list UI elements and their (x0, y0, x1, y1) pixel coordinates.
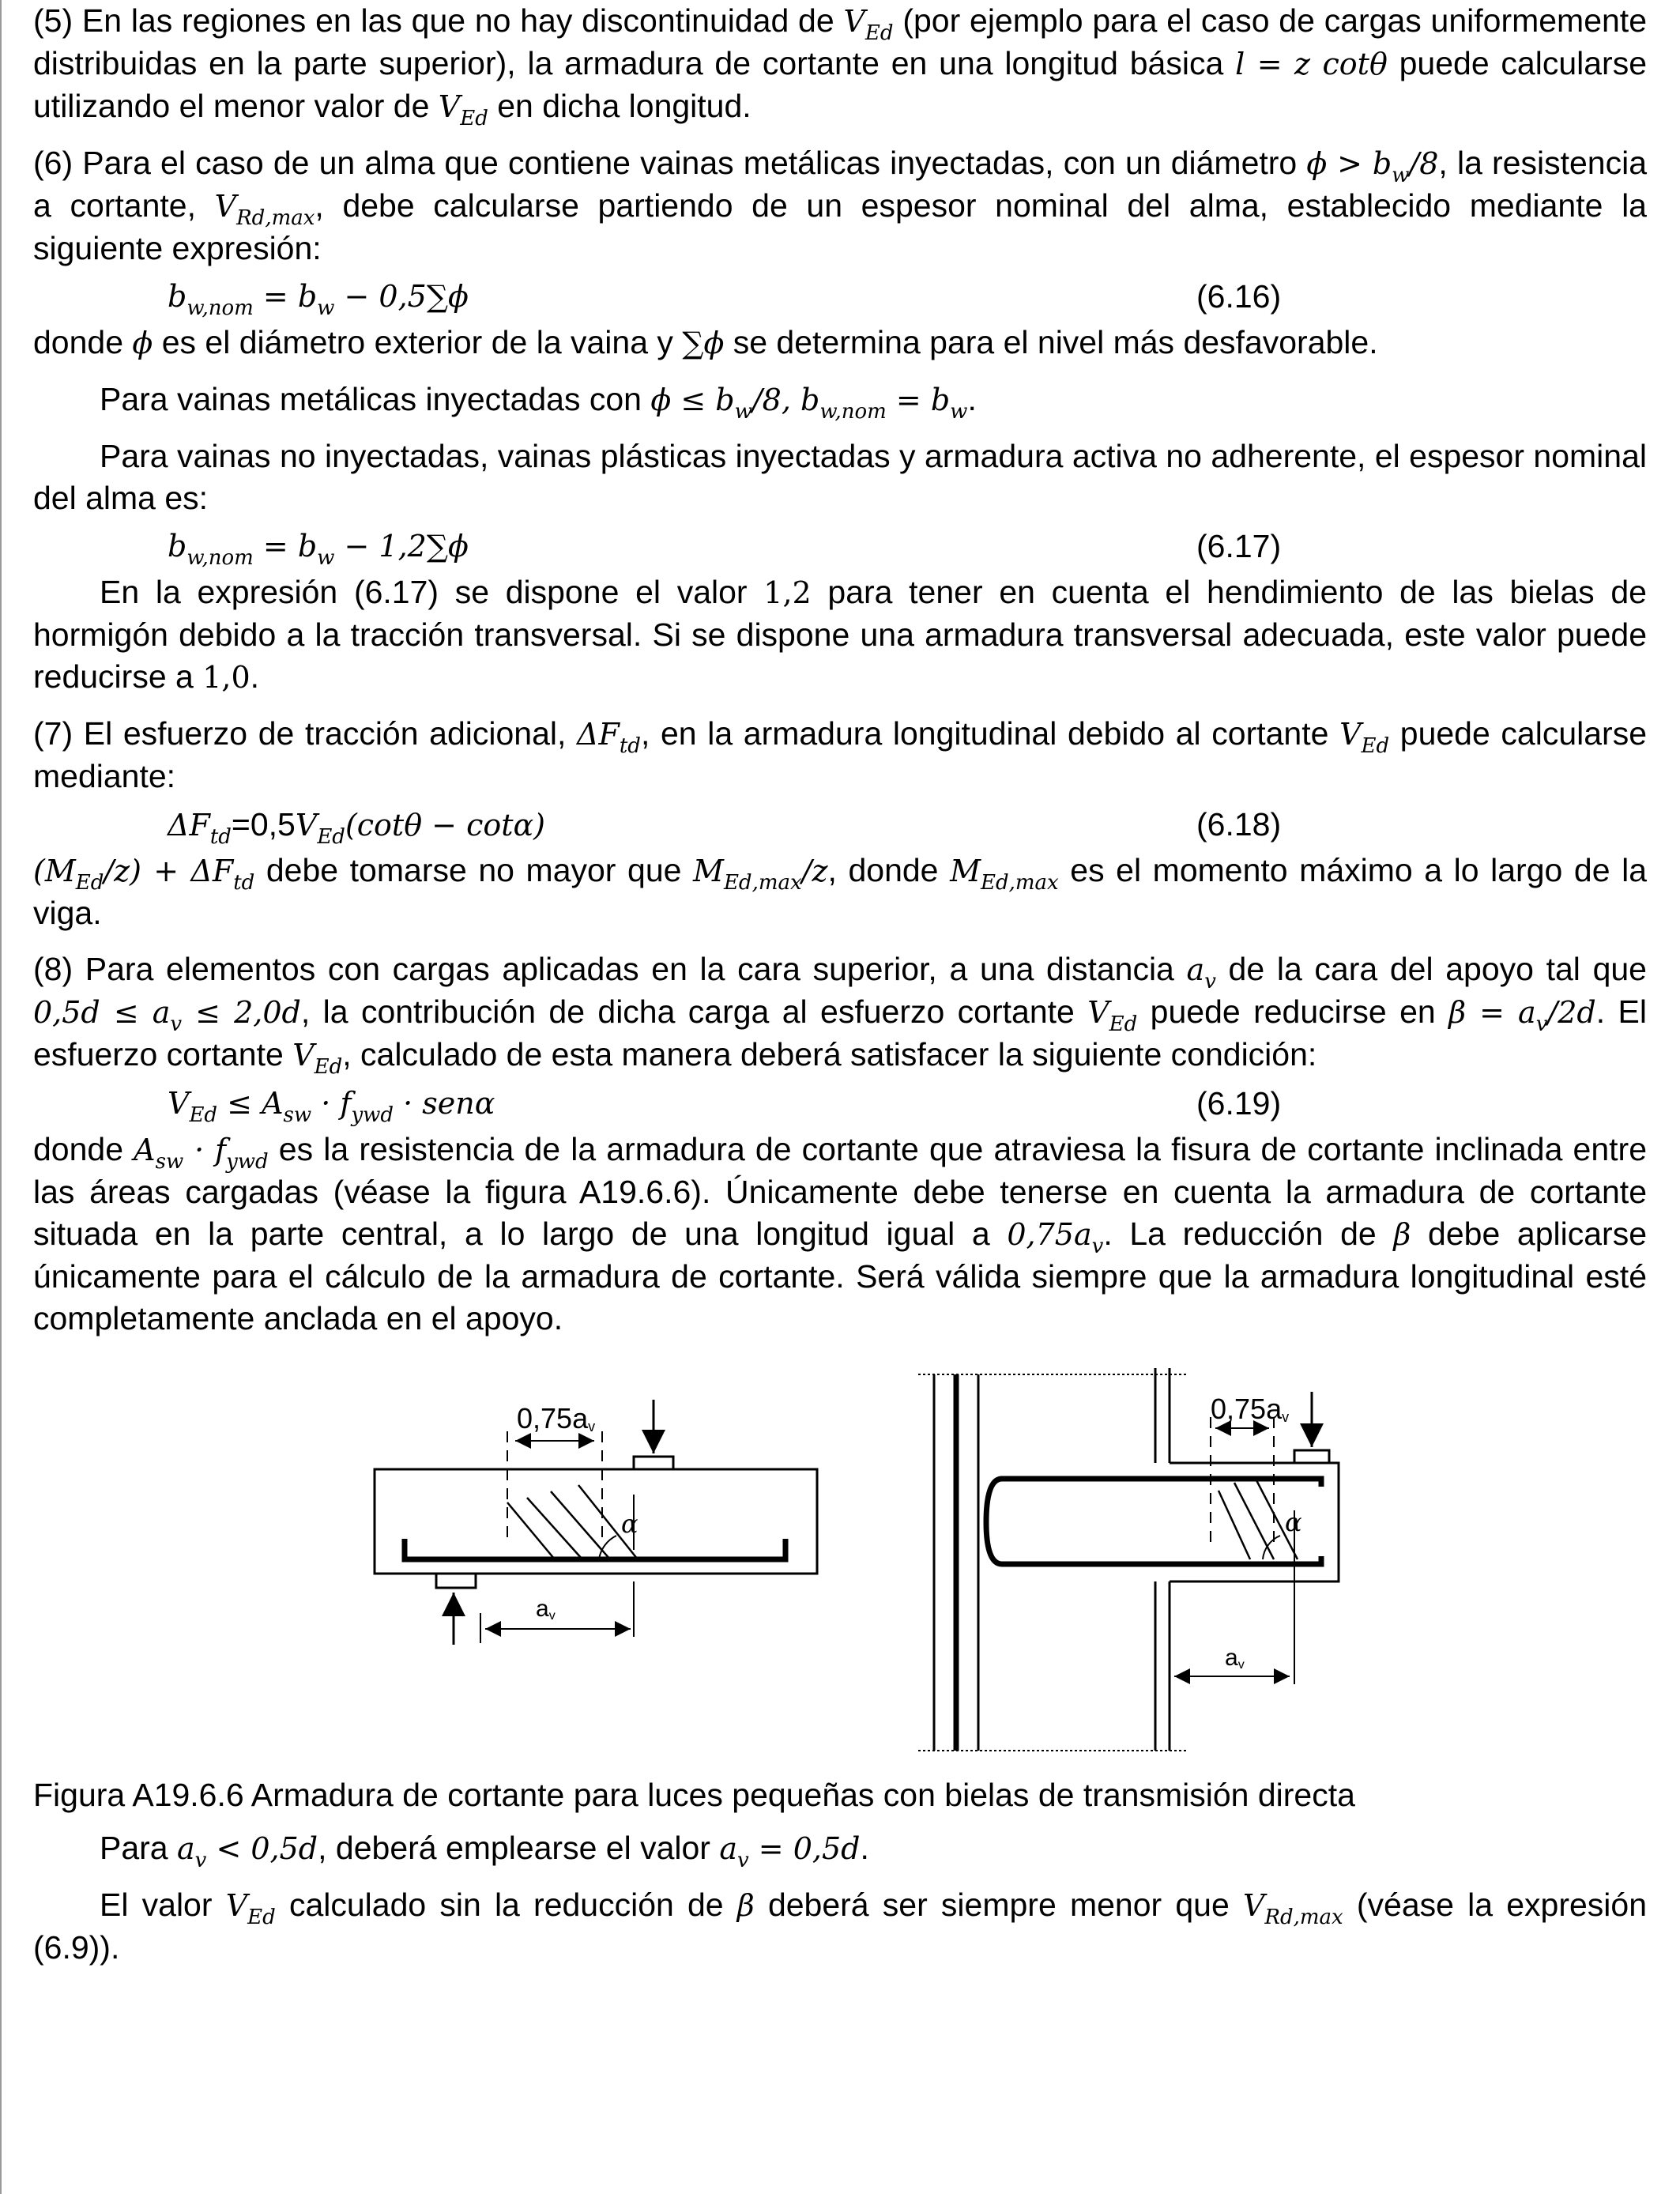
paragraph-8-donde: donde $A_{sw} \cdot f_{ywd}$ es la resistencia de la armadura de cortante que atraviesa la fisura de cortante inclinada entre las áreas cargadas (véase la figura A19.6.6). Únicamente debe tenerse en cuenta la armadura de cortante situada en la parte central, a lo largo de una longitud igual a $0,75a_v$. La reducción de β debe aplicarse únicamente para el cálculo de la armadura de cortante. Será válida siempre que la armadura longitudinal esté completamente anclada en el apoyo. (33, 1131, 1647, 1336)
left-label-alpha: α (621, 1509, 638, 1539)
equation-expression: $b_{w,nom} = b_w - 0,5\sum\phi$ (168, 279, 469, 320)
equation-6-18 (33, 801, 1647, 850)
math-v-ed: $V_{Ed}$ (1339, 717, 1390, 758)
text: puede calcularse utilizando el menor valor de (33, 45, 1647, 124)
equation-number: (6.17) (1196, 528, 1282, 564)
left-stirrup (527, 1498, 582, 1559)
equation-6-16 (33, 273, 1647, 322)
text: en dicha longitud. (488, 88, 751, 124)
right-stirrup (1219, 1491, 1250, 1559)
math-av-range: $0,5d \le a_v \le 2,0d$ (33, 995, 301, 1036)
math-sum-phi: ∑ϕ (682, 326, 725, 360)
paragraph-8: (8) Para elementos con cargas aplicadas en la cara superior, a una distancia $a_v$ de la cara del apoyo tal que $0,5d \le a_v \le 2,0d$, la contribución de dicha carga al esfuerzo cortante $V_{Ed}$ puede reducirse en $\beta = a_v/2d$. El esfuerzo cortante $V_{Ed}$, calculado de esta manera deberá satisfacer la siguiente condición: (33, 951, 1647, 1079)
left-stirrup (551, 1491, 610, 1559)
equation-6-19 (33, 1080, 1647, 1129)
right-main-reinforcement (986, 1479, 1321, 1564)
right-stirrup (1234, 1483, 1274, 1559)
text: (6) Para el caso de un alma que contiene vainas metálicas inyectadas, con un diámetro (33, 145, 1307, 181)
math-beta: β (736, 1888, 755, 1923)
text: (por ejemplo para el caso de cargas uniformemente distribuidas en la parte superior), la armadura de cortante en una longitud básica (33, 2, 1648, 81)
math-v-ed: $V_{Ed}$ (438, 89, 488, 130)
left-load-plate (634, 1457, 673, 1469)
math-av-limit: $a_v < 0,5d$ (177, 1831, 318, 1872)
math-phi-bw: $\phi > b_w/8$ (1306, 146, 1439, 187)
math-v-ed: $V_{Ed}$ (225, 1888, 276, 1929)
figure-a19-6-6 (33, 1352, 1647, 1763)
math-med-max: $M_{Ed,max}$ (950, 854, 1059, 895)
math-beta: $\beta = a_v/2d$ (1448, 995, 1596, 1036)
right-label-av: av (1225, 1645, 1245, 1672)
math-av: $a_v$ (1186, 952, 1216, 993)
right-load-plate (1294, 1450, 1329, 1463)
paragraph-6 (33, 142, 1647, 270)
left-stirrup (507, 1502, 555, 1559)
math-v-rdmax: $V_{Rd,max}$ (1242, 1888, 1343, 1929)
math-asw-fywd: $A_{sw} \cdot f_{ywd}$ (134, 1133, 269, 1174)
text: , la resistencia a cortante, (33, 145, 1647, 224)
math-condition: $\phi \le b_w/8$, $b_{w,nom} = b_w$ (650, 383, 968, 424)
left-beam-diagram (375, 1400, 817, 1645)
math-l-zcot: l = z cotθ (1235, 47, 1388, 81)
right-label-075av: 0,75av (1211, 1393, 1290, 1425)
math-v-rdmax: $V_{Rd,max}$ (214, 189, 315, 230)
paragraph-10: El valor $V_{Ed}$ calculado sin la reducción de β deberá ser siempre menor que $V_{Rd,max}$ (véase la expresión (6.9)). (33, 1887, 1647, 1966)
equation-number: (6.16) (1196, 278, 1282, 315)
paragraph-9: Para $a_v < 0,5d$, deberá emplearse el valor $a_v = 0,5d$. (100, 1830, 869, 1872)
math-med-z: $(M_{Ed}/z) + \Delta F_{td}$ (33, 854, 255, 895)
equation-number: (6.19) (1196, 1085, 1282, 1122)
math-number: 1,0 (202, 660, 250, 695)
math-v-ed: $V_{Ed}$ (292, 1038, 343, 1079)
paragraph-6-no-inyectadas: Para vainas no inyectadas, vainas plásticas inyectadas y armadura activa no adherente, el espesor nominal del alma es: (33, 438, 1647, 516)
math-v-ed: $V_{Ed}$ (1087, 995, 1138, 1036)
equation-number: (6.18) (1196, 806, 1282, 843)
right-corbel-diagram (918, 1368, 1339, 1751)
figure-caption: Figura A19.6.6 Armadura de cortante para luces pequeñas con bielas de transmisión directa (33, 1777, 1355, 1813)
math-av-value: $a_v = 0,5d$ (719, 1831, 861, 1872)
math-med-max: $M_{Ed,max}/z$ (693, 854, 828, 895)
right-label-alpha: α (1285, 1507, 1302, 1537)
left-label-av: av (536, 1596, 556, 1623)
math-delta-ftd: $\Delta F_{td}$ (577, 717, 641, 758)
paragraph-7-limite: $(M_{Ed}/z) + \Delta F_{td}$ debe tomarse no mayor que $M_{Ed,max}/z$, donde $M_{Ed,max}$ es el momento máximo a lo largo de la viga. (33, 852, 1647, 931)
math-number: 1,2 (763, 575, 812, 610)
paragraph-5 (33, 0, 1647, 128)
left-label-075av: 0,75av (517, 1402, 596, 1434)
math-v-ed: $V_{Ed}$ (843, 4, 894, 45)
math-beta: β (1393, 1217, 1411, 1252)
left-support-plate (436, 1574, 476, 1588)
equation-expression: $V_{Ed} \le A_{sw} \cdot f_{ywd} \cdot sen\alpha$ (168, 1086, 495, 1127)
paragraph-6-metalicas: Para vainas metálicas inyectadas con $\phi \le b_w/8$, $b_{w,nom} = b_w$. (100, 381, 977, 424)
paragraph-6-donde: donde ϕ es el diámetro exterior de la vaina y ∑ϕ se determina para el nivel más desfavorable. (33, 324, 1378, 360)
text: (5) En las regiones en las que no hay discontinuidad de (33, 2, 844, 39)
document-body (33, 0, 1647, 1969)
equation-expression: $\Delta F_{td}=0,5V_{Ed}(\cot\theta - \cot\alpha)$ (168, 806, 545, 849)
text: , debe calcularse partiendo de un espesor nominal del alma, establecido mediante la siguiente expresión: (33, 187, 1647, 266)
figure-drawing (33, 1352, 1647, 1763)
math-075av: $0,75a_v$ (1007, 1217, 1104, 1258)
math-phi: ϕ (132, 326, 153, 360)
equation-6-17 (33, 522, 1647, 571)
equation-expression: $b_{w,nom} = b_w - 1,2\sum\phi$ (168, 529, 469, 570)
paragraph-6-expresion: En la expresión (6.17) se dispone el valor 1,2 para tener en cuenta el hendimiento de las bielas de hormigón debido a la tracción transversal. Si se dispone una armadura transversal adecuada, este valor puede reducirse a 1,0. (33, 574, 1647, 695)
paragraph-7: (7) El esfuerzo de tracción adicional, $\Delta F_{td}$, en la armadura longitudinal debido al cortante $V_{Ed}$ puede calcularse mediante: (33, 715, 1648, 794)
